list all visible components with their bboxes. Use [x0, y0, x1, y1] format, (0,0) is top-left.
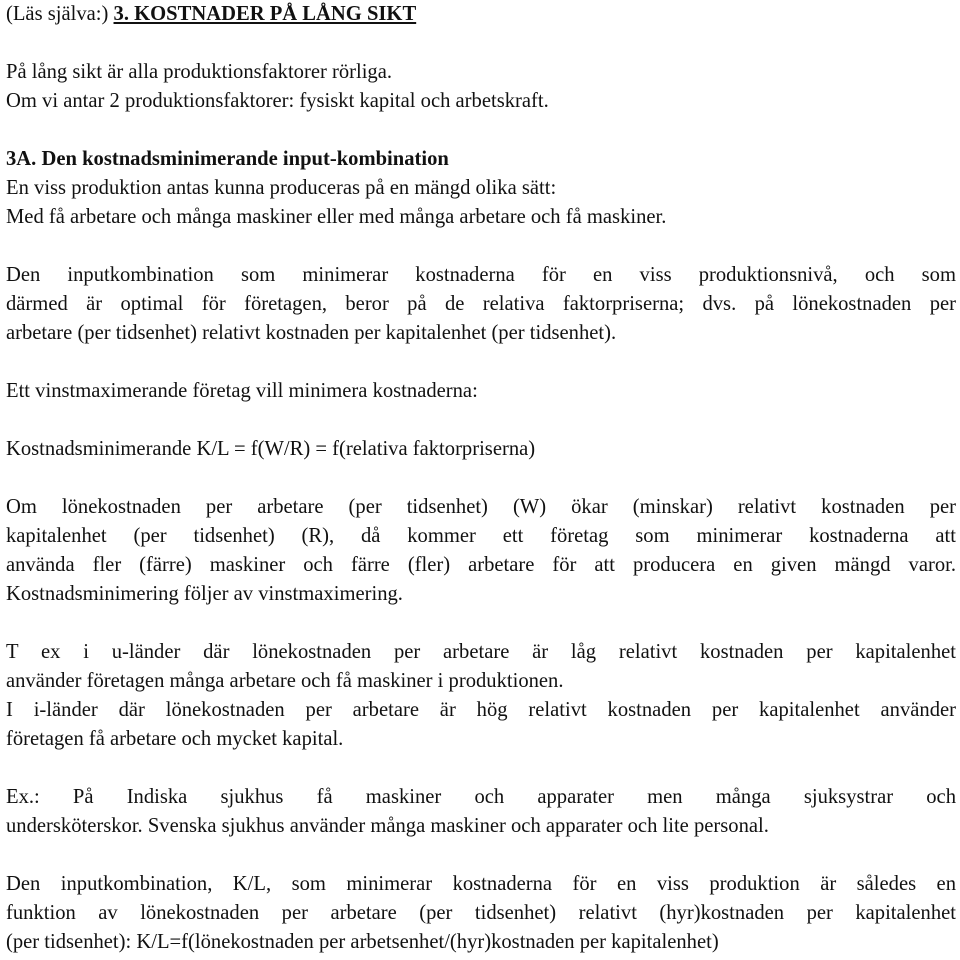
para-tex-line-4: företagen få arbetare och mycket kapital.	[6, 728, 344, 750]
para-lon-line-4: Kostnadsminimering följer av vinstmaximering.	[6, 583, 403, 605]
para-final-line-2: funktion av lönekostnaden per arbetare (per tidsenhet) relativt (hyr)kostnaden per kapitalenhet	[6, 902, 956, 924]
spacer	[6, 232, 956, 261]
para-input-line-2: därmed är optimal för företagen, beror på de relativa faktorpriserna; dvs. på lönekostnaden per	[6, 293, 956, 315]
spacer	[6, 29, 956, 58]
para-vinst-line-1: Ett vinstmaximerande företag vill minimera kostnaderna:	[6, 380, 478, 402]
document-heading	[6, 0, 956, 29]
formula-line: Kostnadsminimerande K/L = f(W/R) = f(relativa faktorpriserna)	[6, 438, 536, 460]
para-ex-line-1: Ex.: På Indiska sjukhus få maskiner och apparater men många sjuksystrar och	[6, 786, 956, 808]
para-input-line-1: Den inputkombination som minimerar kostnaderna för en viss produktionsnivå, och som	[6, 264, 956, 286]
spacer	[6, 464, 956, 493]
para-tex-line-2: använder företagen många arbetare och få maskiner i produktionen.	[6, 670, 564, 692]
heading-title: 3. KOSTNADER PÅ LÅNG SIKT	[113, 3, 417, 25]
para-lon-line-2: kapitalenhet (per tidsenhet) (R), då kommer ett företag som minimerar kostnaderna att	[6, 525, 956, 547]
spacer	[6, 348, 956, 377]
para-ex-line-2: undersköterskor. Svenska sjukhus använder många maskiner och apparater och lite personal.	[6, 815, 769, 837]
spacer	[6, 609, 956, 638]
para-tex-line-3: I i-länder där lönekostnaden per arbetare är hög relativt kostnaden per kapitalenhet använder	[6, 699, 956, 721]
section-3a-title: 3A. Den kostnadsminimerande input-kombination	[6, 148, 449, 170]
para-input-line-3: arbetare (per tidsenhet) relativt kostnaden per kapitalenhet (per tidsenhet).	[6, 322, 617, 344]
document-page	[6, 0, 956, 957]
intro-line-2: Om vi antar 2 produktionsfaktorer: fysiskt kapital och arbetskraft.	[6, 90, 549, 112]
spacer	[6, 406, 956, 435]
para-lon-line-1: Om lönekostnaden per arbetare (per tidsenhet) (W) ökar (minskar) relativt kostnaden per	[6, 496, 956, 518]
section-3a-line-1: En viss produktion antas kunna produceras på en mängd olika sätt:	[6, 177, 557, 199]
para-final-line-3: (per tidsenhet): K/L=f(lönekostnaden per arbetsenhet/(hyr)kostnaden per kapitalenhet)	[6, 931, 719, 953]
spacer	[6, 841, 956, 870]
spacer	[6, 116, 956, 145]
intro-line-1: På lång sikt är alla produktionsfaktorer rörliga.	[6, 61, 393, 83]
para-lon-line-3: använda fler (färre) maskiner och färre (fler) arbetare för att producera en given mängd varor.	[6, 554, 956, 576]
spacer	[6, 754, 956, 783]
para-tex-line-1: T ex i u-länder där lönekostnaden per arbetare är låg relativt kostnaden per kapitalenhet	[6, 641, 956, 663]
heading-prefix: (Läs själva:)	[6, 3, 114, 25]
para-final-line-1: Den inputkombination, K/L, som minimerar kostnaderna för en viss produktion är således en	[6, 873, 956, 895]
section-3a-line-2: Med få arbetare och många maskiner eller med många arbetare och få maskiner.	[6, 206, 667, 228]
